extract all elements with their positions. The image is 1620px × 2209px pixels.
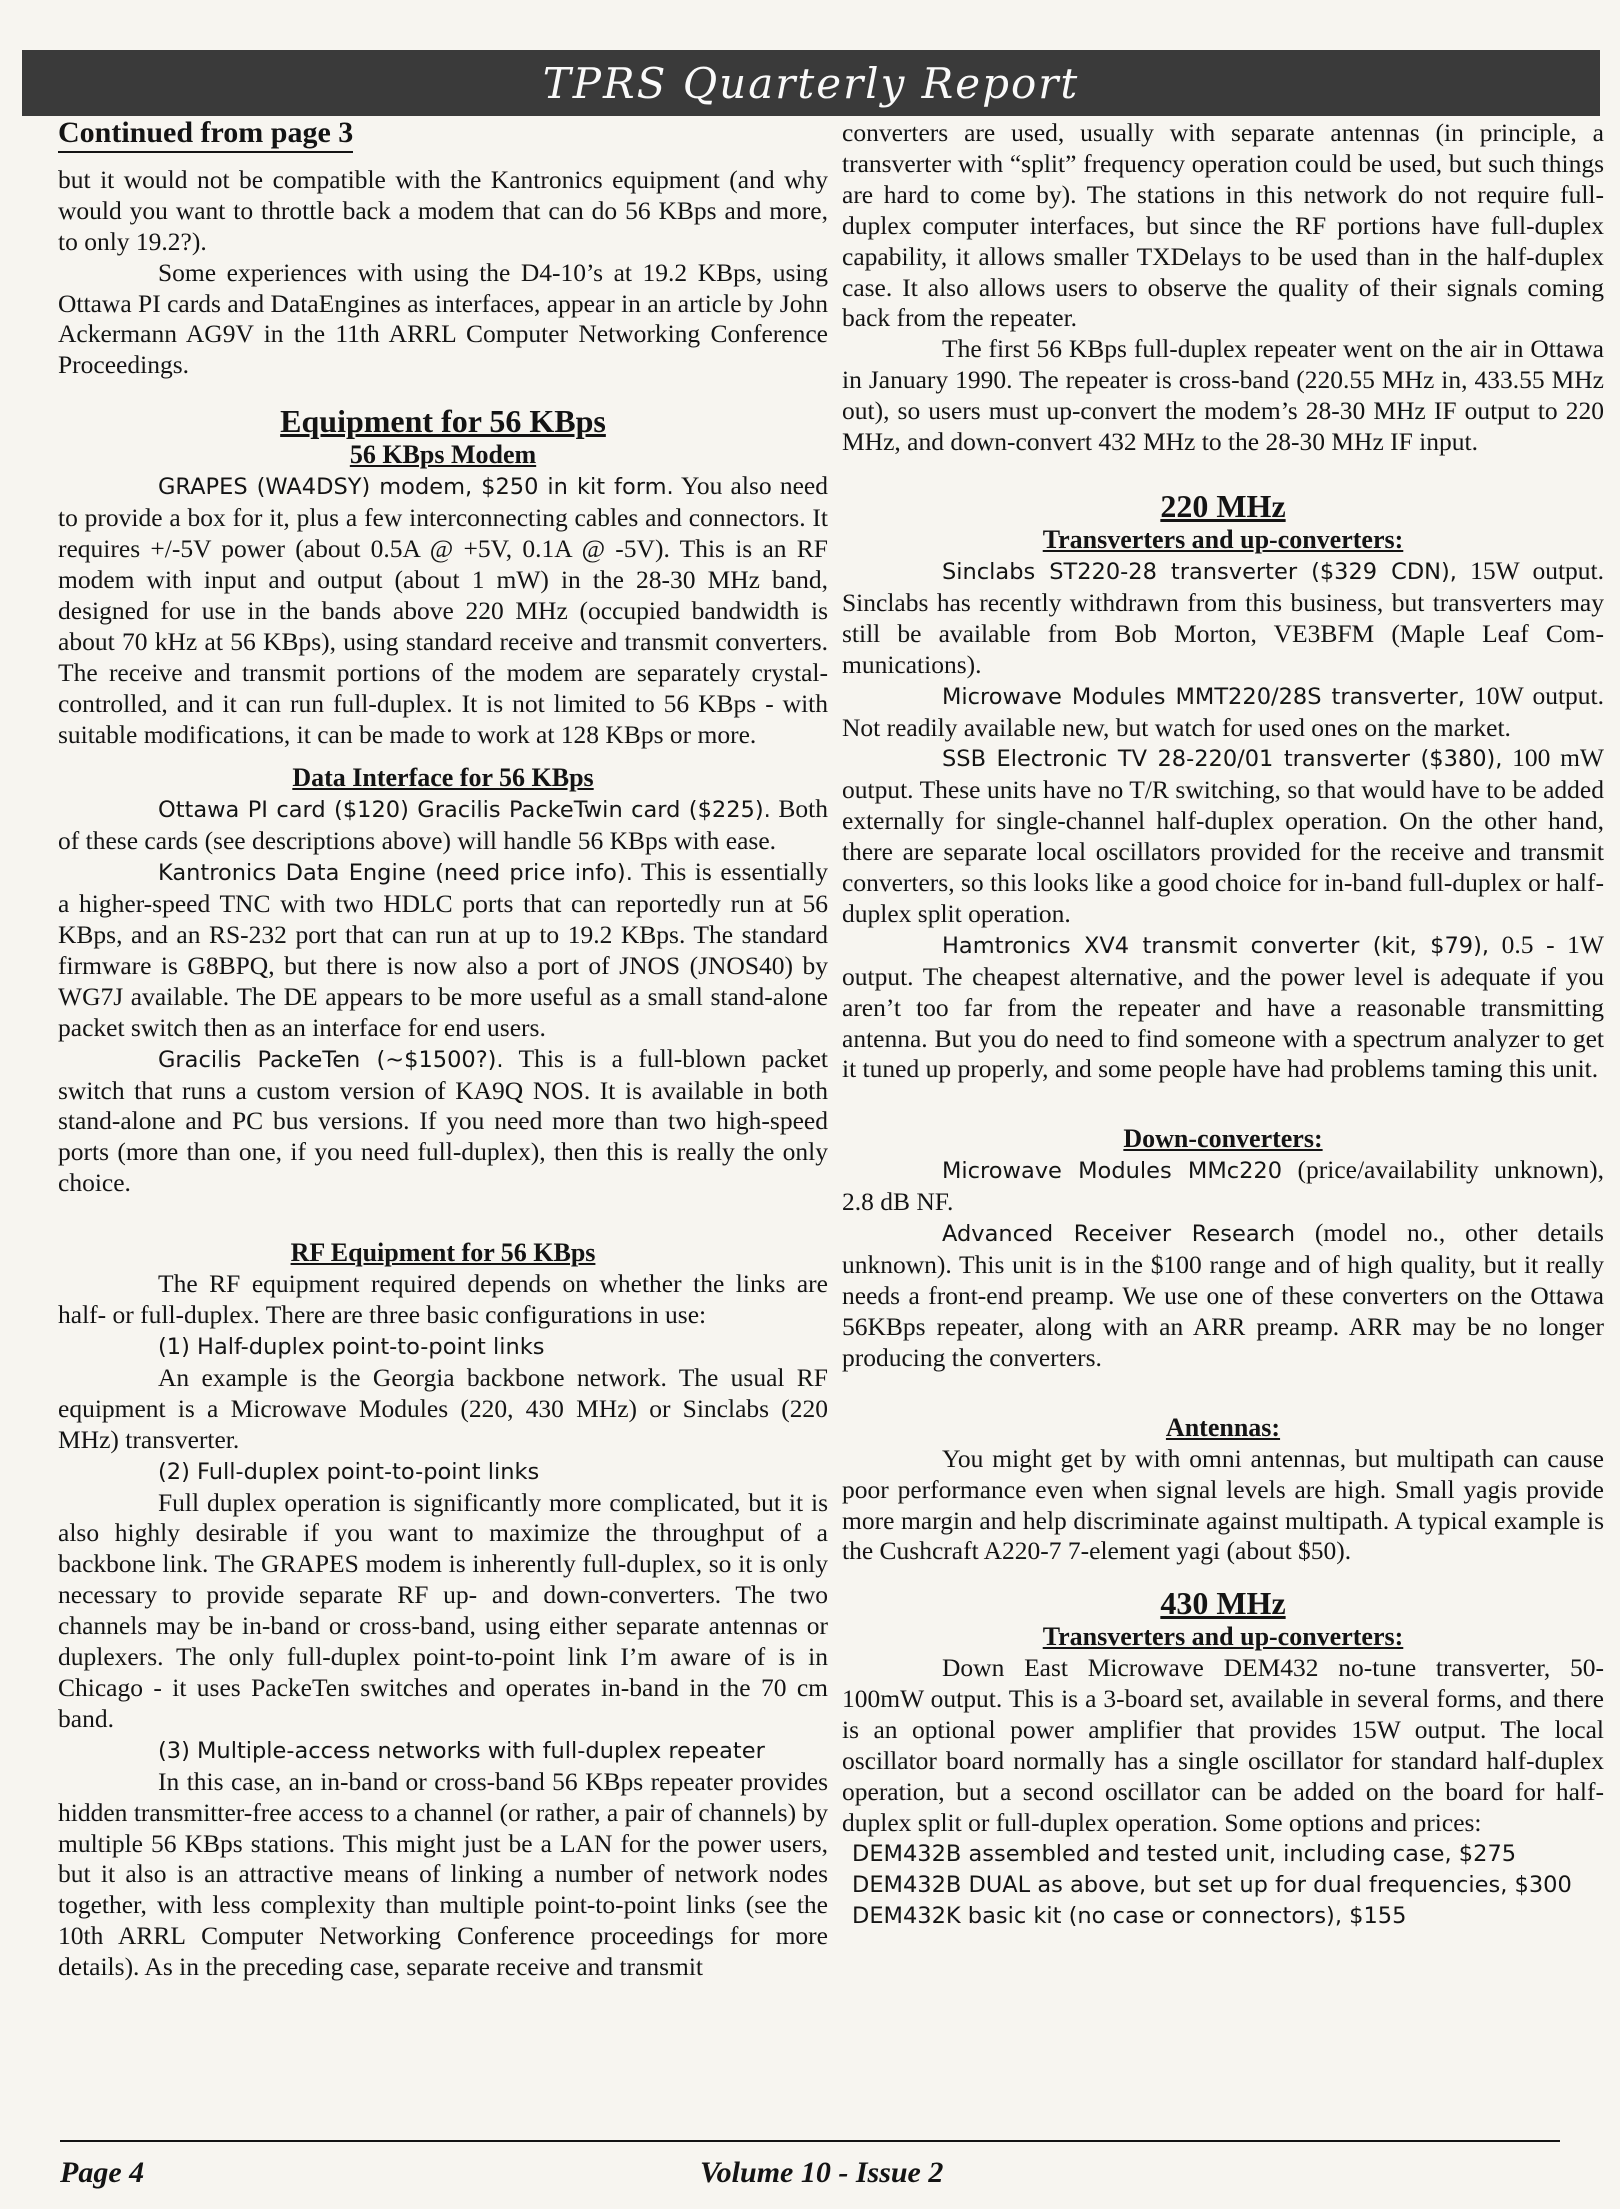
product-name: Ottawa PI card ($120) Gracilis PackeTwin card ($225). [158,797,771,824]
volume-issue: Volume 10 - Issue 2 [700,2156,944,2189]
section-heading-220: 220 MHz [1160,487,1286,524]
subheading-antennas: Antennas: [1165,1412,1281,1442]
footer-rule [60,2140,1560,2142]
product-name: Microwave Modules MMc220 [942,1158,1283,1185]
paragraph: but it would not be compatible with the Kantronics equipment (and why would you want to throttle back a modem that can do 56 KBps and more, to only 19.2?). [58,164,828,256]
right-column [842,118,1604,1932]
subheading-transverters: Transverters and up-converters: [1042,524,1404,554]
paragraph-config-3: In this case, an in-band or cross-band 56 KBps repeater provides hidden transmitter-free access to a channel (or rather, a pair of channels) by multiple 56 KBps stations. This might just be a LAN for the power users, but it also is an attractive means of linking a number of network nodes together, with less complexity than multiple point-to-point links (see the 10th ARRL Computer Networking Conference proceedings for more details). As in the preceding case, separate receive and transmit [58,1766,828,1982]
paragraph: The first 56 KBps full-duplex repeater went on the air in Ottawa in January 1990. The repeater is cross-band (220.55 MHz in, 433.55 MHz out), so users must up-convert the modem’s 28-30 MHz IF output to 220 MHz, and down-convert 432 MHz to the 28-30 MHz IF input. [842,334,1604,457]
price-option: DEM432B DUAL as above, but set up for dual frequencies, $300 [852,1871,1572,1898]
paragraph-ssb: SSB Electronic TV 28-220/01 transverter ($380), 100 mW output. These units have no T/R switching, so that would have to be added externally for single-channel half-duplex operation. On the other hand, there are separate local oscillators provided for the receive and transmit converters, so this looks like a good choice for in-band full-duplex or half-duplex split operation. [842,743,1604,928]
paragraph: Some experiences with using the D4-10’s at 19.2 KBps, using Ottawa PI cards and DataEngines as interfaces, appear in an article by John Ackermann AG9V in the 11th ARRL Computer Networking Conference Proceedings. [58,257,828,380]
paragraph: converters are used, usually with separate antennas (in principle, a transverter with “split” frequency operation could be used, but such things are hard to come by). The stations in this network do not require full-duplex computer interfaces, but since the RF portions have full-duplex capability, it allows smaller TXDelays to be used than in the half-duplex case. It also allows users to observe the quality of their signals coming back from the repeater. [842,118,1604,333]
product-name: Sinclabs ST220-28 transverter ($329 CDN), [942,558,1457,585]
product-name: Gracilis PackeTen (~$1500?). [158,1046,504,1073]
product-name: Hamtronics XV4 transmit converter (kit, $79), [942,932,1490,959]
paragraph-rf-intro: The RF equipment required depends on whether the links are half- or full-duplex. There are three basic configurations in use: [58,1269,828,1330]
price-option: DEM432B assembled and tested unit, including case, $275 [852,1840,1517,1867]
product-name: Microwave Modules MMT220/28S transverter, [942,683,1465,710]
subheading-transverters-430: Transverters and up-converters: [1042,1622,1404,1652]
subheading-data-interface: Data Interface for 56 KBps [292,763,594,793]
price-option: DEM432K basic kit (no case or connectors), $155 [852,1902,1407,1929]
paragraph-dem432: Down East Microwave DEM432 no-tune transverter, 50-100mW output. This is a 3-board set, available in several forms, and there is an optional power amplifier that provides 15W output. The local oscillator board normally has a single oscillator for standard half-duplex operation, but a second oscillator can be added on the board for half-duplex split or full-duplex operation. Some options and prices: [842,1653,1604,1837]
paragraph-arr: Advanced Receiver Research (model no., other details unknown). This unit is in the $100 range and of high quality, but it really needs a front-end preamp. We use one of these converters on the Ottawa 56KBps repeater, along with an ARR preamp. ARR may be no longer producing the converters. [842,1218,1604,1372]
page-number: Page 4 [60,2156,145,2189]
continued-heading: Continued from page 3 [58,118,353,153]
config-label: (2) Full-duplex point-to-point links [158,1458,540,1485]
config-label: (3) Multiple-access networks with full-duplex repeater [158,1737,765,1764]
subheading-rf-equipment: RF Equipment for 56 KBps [290,1238,596,1268]
paragraph-data-interface: Ottawa PI card ($120) Gracilis PackeTwin card ($225). Both of these cards (see descriptions above) will handle 56 KBps with ease. [58,794,828,856]
paragraph-hamtronics: Hamtronics XV4 transmit converter (kit, $79), 0.5 - 1W output. The cheapest alternative, and the power level is adequate if you aren’t too far from the repeater and have a reasonable transmitting antenna. But you do need to find someone with a spectrum analyzer to get it tuned up properly, and some people have had problems taming this unit. [842,929,1605,1084]
subheading-down-converters: Down-converters: [1123,1124,1323,1154]
page-footer [60,2156,1560,2196]
subheading-modem: 56 KBps Modem [349,440,537,470]
paragraph-microwave-modules: Microwave Modules MMT220/28S transverter, 10W output. Not readily available new, but watch for used ones on the market. [842,680,1604,742]
config-label: (1) Half-duplex point-to-point links [158,1334,545,1360]
paragraph-sinclabs: Sinclabs ST220-28 transverter ($329 CDN), 15W output. Sinclabs has recently withdrawn from this business, but transverters may still be available from Bob Morton, VE3BFM (Maple Leaf Com-munications). [842,555,1604,679]
paragraph-modem: GRAPES (WA4DSY) modem, $250 in kit form. You also need to provide a box for it, plus a few interconnecting cables and connectors. It requires +/-5V power (about 0.5A @ +5V, 0.1A @ -5V). This is an RF modem with input and output (about 1 mW) in the 28-30 MHz band, designed for use in the bands above 220 MHz (occupied bandwidth is about 70 kHz at 56 KBps), using standard receive and transmit converters. The receive and transmit portions of the modem are separately crystal-controlled, and it can run full-duplex. It is not limited to 56 KBps - with suitable modifications, it can be made to work at 128 KBps or more. [58,471,828,749]
product-name: GRAPES (WA4DSY) modem, $250 in kit form. [158,474,674,501]
header-banner [22,50,1600,116]
product-name: Kantronics Data Engine (need price info). [158,860,633,887]
section-heading-equipment: Equipment for 56 KBps [280,403,606,440]
paragraph-config-1: An example is the Georgia backbone network. The usual RF equipment is a Microwave Modules (220, 430 MHz) or Sinclabs (220 MHz) transverter. [58,1362,828,1454]
section-heading-430: 430 MHz [1160,1585,1286,1622]
paragraph-mmc220: Microwave Modules MMc220 (price/availability unknown), 2.8 dB NF. [842,1155,1604,1217]
paragraph-antennas: You might get by with omni antennas, but multipath can cause poor performance even when signal levels are high. Small yagis provide more margin and help discriminate against multipath. A typical example is the Cushcraft A220-7 7-element yagi (about $50). [842,1443,1604,1566]
paragraph-kantronics: Kantronics Data Engine (need price info). This is essentially a higher-speed TNC with two HDLC ports that can reportedly run at 56 KBps, and an RS-232 port that can run at up to 19.2 KBps. The standard firmware is G8BPQ, but there is now also a port of JNOS (JNOS40) by WG7J available. The DE appears to be more useful as a small stand-alone packet switch then as an interface for end users. [58,857,828,1042]
paragraph-config-2: Full duplex operation is significantly more complicated, but it is also highly desirable if you want to maximize the throughput of a backbone link. The GRAPES modem is inherently full-duplex, so it is only necessary to provide separate RF up- and down-converters. The two channels may be in-band or cross-band, using either separate antennas or duplexers. The only full-duplex point-to-point link I’m aware of is in Chicago - it uses PackeTen switches and operates in-band in the 70 cm band. [58,1487,828,1733]
newsletter-title: TPRS Quarterly Report [542,58,1080,108]
left-column [58,118,828,1983]
product-name: Advanced Receiver Research [942,1221,1296,1248]
paragraph-gracilis: Gracilis PackeTen (~$1500?). This is a full-blown packet switch that runs a custom version of KA9Q NOS. It is available in both stand-alone and PC bus versions. If you need more than two high-speed ports (more than one, if you need full-duplex), then this is really the only choice. [58,1043,828,1198]
product-name: SSB Electronic TV 28-220/01 transverter ($380), [942,746,1503,773]
